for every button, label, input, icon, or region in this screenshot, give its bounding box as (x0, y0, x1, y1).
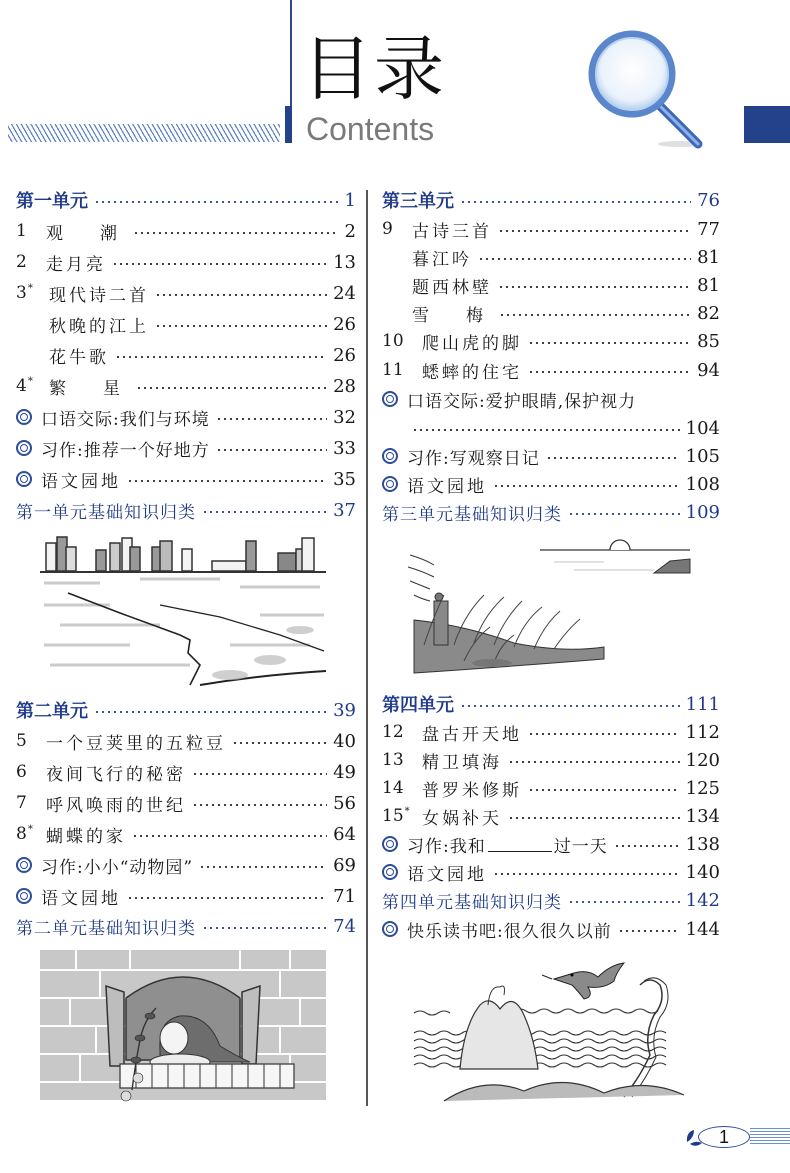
toc-entry[interactable] (382, 327, 720, 355)
dot-leader (202, 927, 327, 929)
toc-subentry[interactable] (382, 299, 720, 327)
page-number: 74 (333, 915, 356, 937)
lesson-title: 精卫填海 (422, 752, 502, 773)
dot-leader (94, 711, 327, 713)
dot-leader (216, 418, 327, 420)
double-circle-icon (382, 391, 398, 407)
page-number-badge (684, 1124, 790, 1150)
lesson-number: 10 (382, 331, 404, 351)
toc-subentry[interactable] (382, 243, 720, 271)
page-number: 71 (333, 885, 356, 907)
page-number: 104 (685, 417, 720, 439)
lesson-number: 11 (382, 360, 404, 380)
page-number: 40 (333, 730, 356, 752)
toc-unit-summary[interactable] (16, 496, 356, 524)
optional-star: * (27, 824, 33, 836)
dot-leader (528, 342, 691, 344)
activity-title-part1: 习作:我和 (407, 836, 486, 857)
page-number: 140 (685, 861, 720, 883)
page-number: 138 (685, 833, 720, 855)
toc-unit-summary[interactable] (382, 498, 720, 526)
lesson-number: 12 (382, 722, 404, 742)
page-number: 112 (685, 721, 720, 743)
lesson-number: 8 (16, 824, 27, 844)
page-number: 26 (333, 313, 356, 335)
page-number: 134 (685, 805, 720, 827)
dot-leader (192, 804, 327, 806)
summary-title: 第二单元基础知识归类 (16, 918, 196, 939)
double-circle-icon (16, 409, 32, 425)
activity-title: 快乐读书吧:很久很久以前 (407, 921, 612, 942)
dot-leader (508, 761, 680, 763)
toc-entry[interactable] (382, 774, 720, 802)
lesson-number: 7 (16, 793, 27, 813)
dot-leader (192, 773, 327, 775)
page-number: 81 (697, 246, 720, 268)
page-number: 32 (333, 406, 356, 428)
page-number: 109 (685, 501, 720, 523)
activity-title: 语文园地 (407, 476, 487, 497)
toc-entry-activity[interactable] (16, 434, 356, 462)
toc-entry[interactable] (382, 215, 720, 243)
toc-entry[interactable] (382, 746, 720, 774)
toc-entry[interactable] (382, 802, 720, 830)
toc-entry-activity[interactable] (382, 915, 720, 943)
poem-title: 题西林壁 (412, 277, 492, 298)
lesson-number: 9 (382, 219, 393, 239)
dot-leader (498, 230, 691, 232)
dot-leader (127, 480, 327, 482)
optional-star: * (404, 806, 410, 818)
dot-leader (568, 901, 680, 903)
page-number: 49 (333, 761, 356, 783)
page-number: 1 (344, 189, 356, 211)
lesson-title: 现代诗二首 (49, 285, 149, 306)
dot-leader (508, 817, 680, 819)
unit-title: 第一单元 (16, 191, 88, 212)
toc-entry[interactable] (382, 356, 720, 384)
toc-entry[interactable] (16, 820, 356, 848)
lesson-number: 3 (16, 283, 27, 303)
lesson-number: 6 (16, 762, 27, 782)
lesson-number: 13 (382, 750, 404, 770)
toc-entry[interactable] (16, 727, 356, 755)
lesson-number: 15 (382, 806, 404, 826)
dot-leader (412, 429, 680, 431)
activity-title: 语文园地 (41, 888, 121, 909)
dot-leader (460, 705, 680, 707)
dot-leader (112, 263, 327, 265)
dot-leader (499, 314, 691, 316)
header-accent-block-right (744, 106, 790, 143)
dot-leader (202, 511, 327, 513)
page-number: 26 (333, 344, 356, 366)
page-number: 33 (333, 437, 356, 459)
lesson-number: 5 (16, 731, 27, 751)
activity-title: 习作:推荐一个好地方 (41, 440, 210, 461)
lesson-title: 观 潮 (46, 223, 127, 244)
dot-leader (94, 201, 338, 203)
page-number: 111 (685, 693, 720, 715)
dot-leader (478, 258, 691, 260)
toc-entry-activity[interactable] (382, 858, 720, 886)
activity-title: 语文园地 (407, 864, 487, 885)
toc-unit-heading[interactable] (16, 696, 356, 724)
header-accent-block-left (285, 106, 292, 143)
activity-title-part2: 过一天 (553, 836, 608, 857)
girl-at-window-illustration (40, 950, 326, 1102)
lesson-number: 1 (16, 221, 27, 241)
toc-subentry[interactable] (16, 310, 356, 338)
dot-leader (618, 930, 680, 932)
lesson-title: 走月亮 (46, 254, 106, 275)
optional-star: * (27, 283, 33, 295)
page-number: 94 (697, 359, 720, 381)
activity-title: 语文园地 (41, 471, 121, 492)
header-hatch-band (8, 124, 280, 142)
dot-leader (568, 513, 680, 515)
dot-leader (498, 286, 691, 288)
dot-leader (493, 485, 680, 487)
page-number: 13 (333, 251, 356, 273)
dot-leader (132, 835, 327, 837)
toc-entry[interactable] (16, 279, 356, 307)
optional-star: * (27, 376, 33, 388)
poem-title: 秋晚的江上 (49, 316, 149, 337)
unit-title: 第三单元 (382, 191, 454, 212)
dot-leader (136, 387, 327, 389)
unit-title: 第二单元 (16, 701, 88, 722)
lesson-title: 盘古开天地 (422, 724, 522, 745)
lesson-title: 蝴蝶的家 (46, 826, 126, 847)
activity-title: 习作:小小“动物园” (41, 857, 194, 878)
tide-city-skyline-illustration (40, 535, 326, 687)
lesson-number: 2 (16, 252, 27, 272)
page-number: 56 (333, 792, 356, 814)
dot-leader (493, 873, 680, 875)
page-number: 105 (685, 445, 720, 467)
activity-title: 习作:写观察日记 (407, 448, 540, 469)
lesson-title: 古诗三首 (412, 221, 492, 242)
toc-entry[interactable] (16, 789, 356, 817)
lesson-number: 14 (382, 778, 404, 798)
lesson-title: 夜间飞行的秘密 (46, 764, 186, 785)
page-number: 76 (697, 189, 720, 211)
page-number: 144 (685, 918, 720, 940)
page-number: 81 (697, 274, 720, 296)
lesson-title: 呼风唤雨的世纪 (46, 795, 186, 816)
page-number: 24 (333, 282, 356, 304)
activity-title: 口语交际:我们与环境 (41, 409, 210, 430)
toc-entry-activity[interactable] (382, 470, 720, 498)
toc-entry[interactable] (16, 758, 356, 786)
toc-entry-activity[interactable] (16, 403, 356, 431)
toc-entry-continuation[interactable] (382, 414, 720, 442)
page-number: 125 (685, 777, 720, 799)
double-circle-icon (16, 471, 32, 487)
double-circle-icon (382, 864, 398, 880)
page-number: 69 (333, 854, 356, 876)
toc-unit-summary[interactable] (382, 886, 720, 914)
lesson-title: 一个豆荚里的五粒豆 (46, 733, 226, 754)
dot-leader (216, 449, 327, 451)
double-circle-icon (16, 888, 32, 904)
dot-leader (127, 897, 327, 899)
lesson-number: 4 (16, 376, 27, 396)
sunset-reeds-riverbank-illustration (404, 535, 694, 675)
page-number: 85 (697, 330, 720, 352)
toc-entry-activity[interactable] (382, 442, 720, 470)
lesson-title: 女娲补天 (422, 808, 502, 829)
dot-leader (199, 866, 327, 868)
poem-title: 花牛歌 (49, 347, 109, 368)
toc-entry-activity[interactable] (382, 830, 720, 858)
fill-in-blank (488, 836, 552, 852)
toc-entry-activity[interactable] (382, 385, 720, 413)
page-number: 37 (333, 499, 356, 521)
lesson-title: 爬山虎的脚 (422, 333, 522, 354)
lesson-title: 繁 星 (49, 378, 130, 399)
dot-leader (528, 733, 680, 735)
toc-unit-heading[interactable] (382, 690, 720, 718)
page-number: 1 (698, 1126, 750, 1148)
toc-unit-heading[interactable] (382, 186, 720, 214)
page-number: 39 (333, 699, 356, 721)
dot-leader (232, 742, 327, 744)
magnifier-icon (580, 22, 710, 152)
dot-leader (528, 371, 691, 373)
double-circle-icon (16, 440, 32, 456)
toc-subentry[interactable] (16, 341, 356, 369)
page-number: 28 (333, 375, 356, 397)
double-circle-icon (382, 448, 398, 464)
dot-leader (528, 789, 680, 791)
toc-entry[interactable] (16, 372, 356, 400)
toc-entry[interactable] (382, 718, 720, 746)
page-number: 108 (685, 473, 720, 495)
dot-leader (614, 845, 680, 847)
toc-unit-heading[interactable] (16, 186, 356, 214)
page-title: 目录 (302, 28, 446, 110)
toc-entry-activity[interactable] (16, 851, 356, 879)
toc-entry[interactable] (16, 248, 356, 276)
toc-entry-activity[interactable] (16, 465, 356, 493)
toc-subentry[interactable] (382, 271, 720, 299)
double-circle-icon (16, 857, 32, 873)
dot-leader (460, 201, 691, 203)
page-number: 82 (697, 302, 720, 324)
page-number: 2 (344, 220, 356, 242)
toc-unit-summary[interactable] (16, 912, 356, 940)
poem-title: 雪 梅 (412, 305, 493, 326)
column-divider (366, 190, 368, 1106)
page-number: 35 (333, 468, 356, 490)
double-circle-icon (382, 836, 398, 852)
unit-title: 第四单元 (382, 695, 454, 716)
toc-entry-activity[interactable] (16, 882, 356, 910)
decorative-lines (750, 1128, 790, 1146)
poem-title: 暮江吟 (412, 249, 472, 270)
page-number: 142 (685, 889, 720, 911)
summary-title: 第四单元基础知识归类 (382, 892, 562, 913)
dot-leader (133, 232, 338, 234)
page-number: 120 (685, 749, 720, 771)
double-circle-icon (382, 476, 398, 492)
page-number: 77 (697, 218, 720, 240)
page-subtitle: Contents (306, 111, 435, 147)
lesson-title: 普罗米修斯 (422, 780, 522, 801)
summary-title: 第一单元基础知识归类 (16, 502, 196, 523)
activity-title: 口语交际:爱护眼睛,保护视力 (407, 391, 637, 412)
dot-leader (115, 356, 327, 358)
dot-leader (155, 325, 327, 327)
lesson-title: 蟋蟀的住宅 (422, 362, 522, 383)
double-circle-icon (382, 921, 398, 937)
toc-entry[interactable] (16, 217, 356, 245)
page-number: 64 (333, 823, 356, 845)
dot-leader (155, 294, 327, 296)
bird-over-waves-illustration (404, 945, 694, 1105)
dot-leader (546, 457, 680, 459)
summary-title: 第三单元基础知识归类 (382, 504, 562, 525)
